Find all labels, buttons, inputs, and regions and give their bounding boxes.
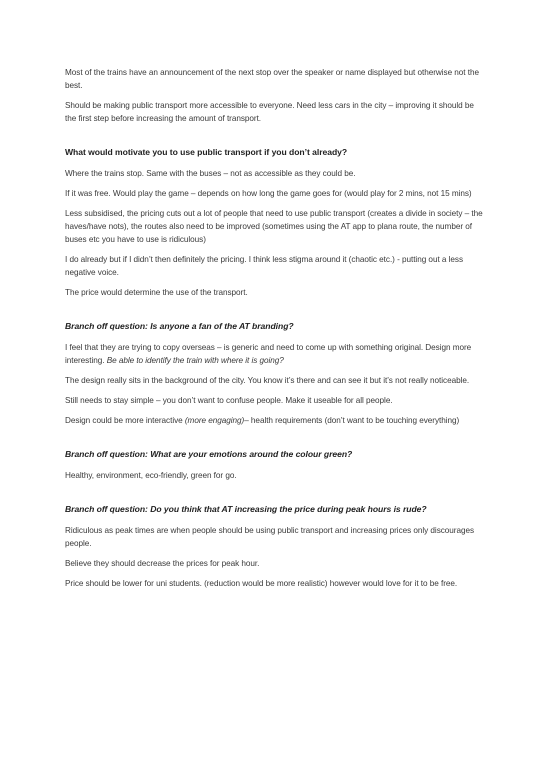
branding-answer-1-italic: Be able to identify the train with where it is going? <box>106 356 284 365</box>
section-green-heading: Branch off question: What are your emotions around the colour green? <box>65 449 353 459</box>
document-page <box>65 66 485 597</box>
motivation-answer-1: Where the trains stop. Same with the buses – not as accessible as they could be. <box>65 169 356 178</box>
motivation-answer-3: Less subsidised, the pricing cuts out a lot of people that need to use public transport (creates a divide in society – the haves/have nots), the routes also need to be improved (sometimes using the AT app to plana route, the number of buses etc you have to use is ridiculous) <box>65 209 483 244</box>
peak-price-answer-3: Price should be lower for uni students. (reduction would be more realistic) however would love for it to be free. <box>65 579 458 588</box>
branding-answer-4-italic: (more engaging) <box>184 416 245 425</box>
peak-price-answer-2: Believe they should decrease the prices for peak hour. <box>65 559 260 568</box>
motivation-answer-5: The price would determine the use of the transport. <box>65 288 248 297</box>
section-branding-heading: Branch off question: Is anyone a fan of the AT branding? <box>65 321 294 331</box>
motivation-answer-4: I do already but if I didn’t then definitely the pricing. I think less stigma around it (chaotic etc.) - putting out a less negative voice. <box>65 255 463 277</box>
intro-paragraph-2: Should be making public transport more accessible to everyone. Need less cars in the city – improving it should be the first step before increasing the amount of transport. <box>65 101 474 123</box>
branding-answer-2: The design really sits in the background of the city. You know it’s there and can see it but it’s not really noticeable. <box>65 376 470 385</box>
peak-price-answer-1: Ridiculous as peak times are when people should be using public transport and increasing prices only discourages people. <box>65 526 475 548</box>
green-answer: Healthy, environment, eco-friendly, green for go. <box>65 471 237 480</box>
section-peak-price-heading: Branch off question: Do you think that AT increasing the price during peak hours is rude? <box>65 504 427 514</box>
branding-answer-3: Still needs to stay simple – you don’t want to confuse people. Make it useable for all people. <box>65 396 393 405</box>
branding-answer-4-text-before: Design could be more interactive <box>65 416 185 425</box>
section-motivation-heading: What would motivate you to use public transport if you don’t already? <box>65 147 348 157</box>
motivation-answer-2: If it was free. Would play the game – depends on how long the game goes for (would play for 2 mins, not 15 mins) <box>65 189 472 198</box>
branding-answer-1 <box>65 341 485 367</box>
branding-answer-4-text-after: – health requirements (don’t want to be touching everything) <box>244 416 460 425</box>
branding-answer-4 <box>65 414 485 427</box>
intro-paragraph-1: Most of the trains have an announcement of the next stop over the speaker or name displayed but otherwise not the best. <box>65 68 479 90</box>
branding-answer-1-text: I feel that they are trying to copy overseas – is generic and need to come up with something original. Design more interesting. <box>65 343 472 365</box>
